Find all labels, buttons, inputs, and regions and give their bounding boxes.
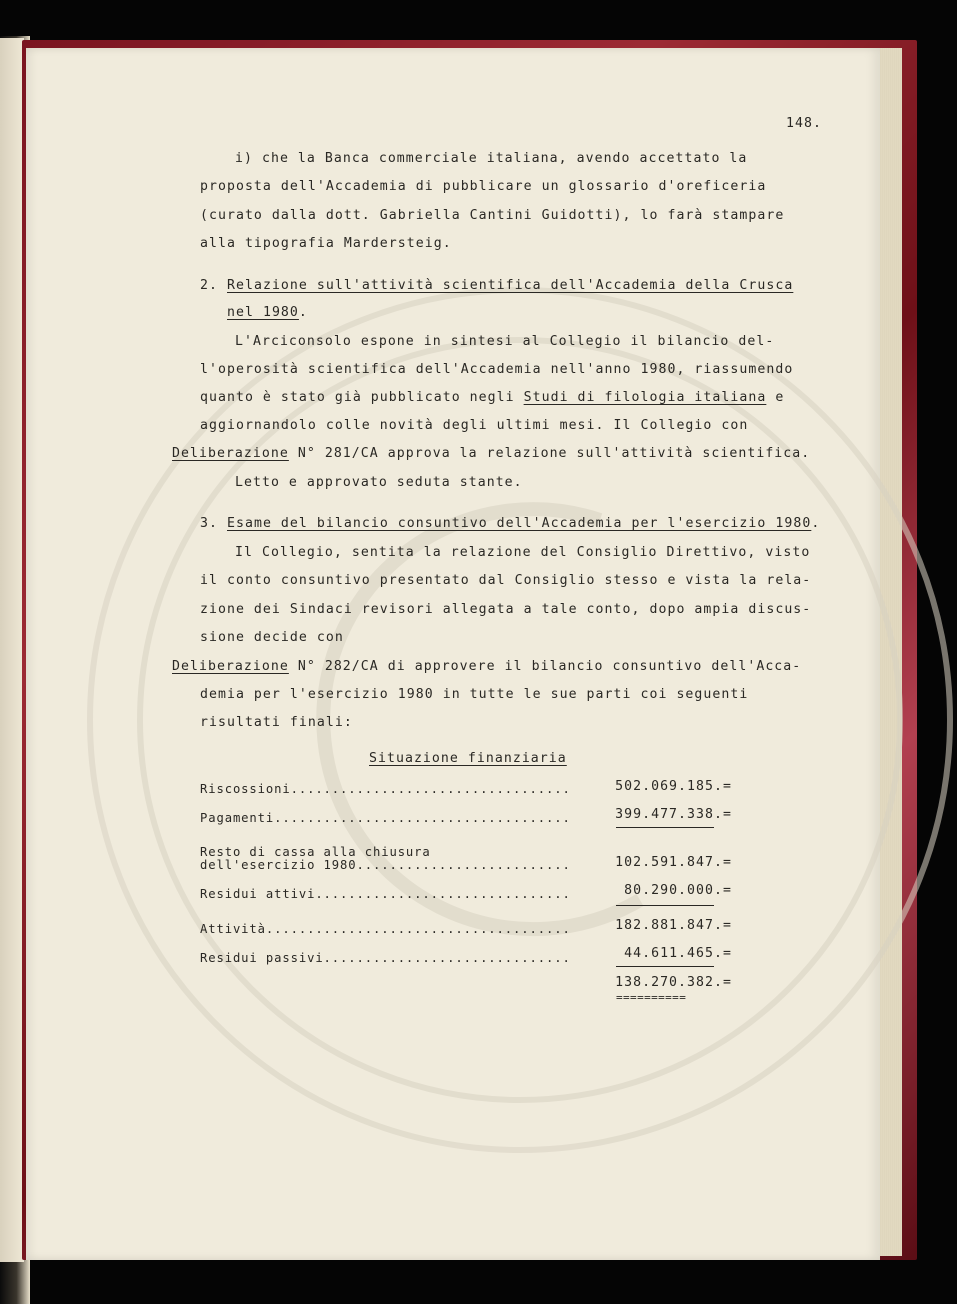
deliberation-282 xyxy=(172,659,801,675)
section-2-heading-period: . xyxy=(298,305,308,320)
section-2-heading: Relazione sull'attività scientifica dell'Accademia della Crusca xyxy=(227,278,794,293)
section-2-paragraph-line-3 xyxy=(200,390,784,406)
section-3-paragraph-line-1: Il Collegio, sentita la relazione del Consiglio Direttivo, visto xyxy=(235,545,811,560)
section-2-heading-year: nel 1980 xyxy=(227,305,299,320)
page-number: 148. xyxy=(786,116,822,131)
deliberation-label: Deliberazione xyxy=(172,446,289,461)
finance-row-label: Riscossioni.................................. xyxy=(200,782,571,796)
section-2-text: quanto è stato già pubblicato negli xyxy=(200,390,524,405)
section-2-text: e xyxy=(766,390,785,405)
finance-row-label: Residui passivi.............................. xyxy=(200,951,571,965)
section-3-paragraph-line-3: zione dei Sindaci revisori allegata a tale conto, dopo ampia discus- xyxy=(200,602,812,617)
finance-row-amount: 44.611.465.= xyxy=(624,946,732,961)
subtotal-rule xyxy=(616,827,714,828)
journal-title: Studi di filologia italiana xyxy=(523,390,767,405)
finance-row-label: Pagamenti.................................... xyxy=(200,811,571,825)
finance-row-amount: 399.477.338.= xyxy=(615,807,732,822)
section-3-paragraph-line-2: il conto consuntivo presentato dal Consiglio stesso e vista la rela- xyxy=(200,573,812,588)
deliberation-label: Deliberazione xyxy=(172,659,289,674)
approval-note: Letto e approvato seduta stante. xyxy=(235,475,523,490)
section-3-paragraph-line-6: risultati finali: xyxy=(200,715,353,730)
section-2-number: 2. xyxy=(200,278,218,293)
item-i-line-1: i) che la Banca commerciale italiana, avendo accettato la xyxy=(235,151,748,166)
finance-row-amount: 502.069.185.= xyxy=(615,779,732,794)
finance-row-amount: 80.290.000.= xyxy=(624,883,732,898)
item-i-line-3: (curato dalla dott. Gabriella Cantini Guidotti), lo farà stampare xyxy=(200,208,785,223)
document-page xyxy=(26,48,880,1260)
finance-row-label: Resto di cassa alla chiusura xyxy=(200,845,431,859)
finance-row-amount: 102.591.847.= xyxy=(615,855,732,870)
subtotal-rule xyxy=(616,966,714,967)
section-3-heading-period: . xyxy=(811,516,821,531)
item-i-line-4: alla tipografia Mardersteig. xyxy=(200,236,452,251)
finance-row-amount: 182.881.847.= xyxy=(615,918,732,933)
section-2-paragraph-line-4: aggiornandolo colle novità degli ultimi mesi. Il Collegio con xyxy=(200,418,749,433)
section-3-heading: Esame del bilancio consuntivo dell'Accademia per l'esercizio 1980 xyxy=(227,516,812,531)
finance-row-label: Attività..................................... xyxy=(200,922,571,936)
deliberation-text: N° 281/CA approva la relazione sull'attività scientifica. xyxy=(288,446,811,461)
item-i-line-2: proposta dell'Accademia di pubblicare un glossario d'oreficeria xyxy=(200,179,767,194)
section-2-heading-line-2 xyxy=(227,305,308,321)
section-2-paragraph-line-2: l'operosità scientifica dell'Accademia nell'anno 1980, riassumendo xyxy=(200,362,794,377)
section-2-paragraph-line-1: L'Arciconsolo espone in sintesi al Collegio il bilancio del- xyxy=(235,334,775,349)
finance-row-label-2: dell'esercizio 1980.......................... xyxy=(200,858,571,872)
finance-title: Situazione finanziaria xyxy=(369,751,567,766)
section-3-paragraph-line-5: demia per l'esercizio 1980 in tutte le sue parti coi seguenti xyxy=(200,687,749,702)
deliberation-281 xyxy=(172,446,810,462)
section-3-heading-line xyxy=(227,516,820,532)
finance-row-label: Residui attivi............................... xyxy=(200,887,571,901)
final-total-amount: 138.270.382.= xyxy=(615,975,732,990)
deliberation-text: N° 282/CA di approvere il bilancio consuntivo dell'Acca- xyxy=(288,659,802,674)
facing-page-edge xyxy=(0,38,24,1262)
section-3-number: 3. xyxy=(200,516,218,531)
double-underline: ========== xyxy=(616,991,687,1004)
section-3-paragraph-line-4: sione decide con xyxy=(200,630,344,645)
subtotal-rule xyxy=(616,905,714,906)
